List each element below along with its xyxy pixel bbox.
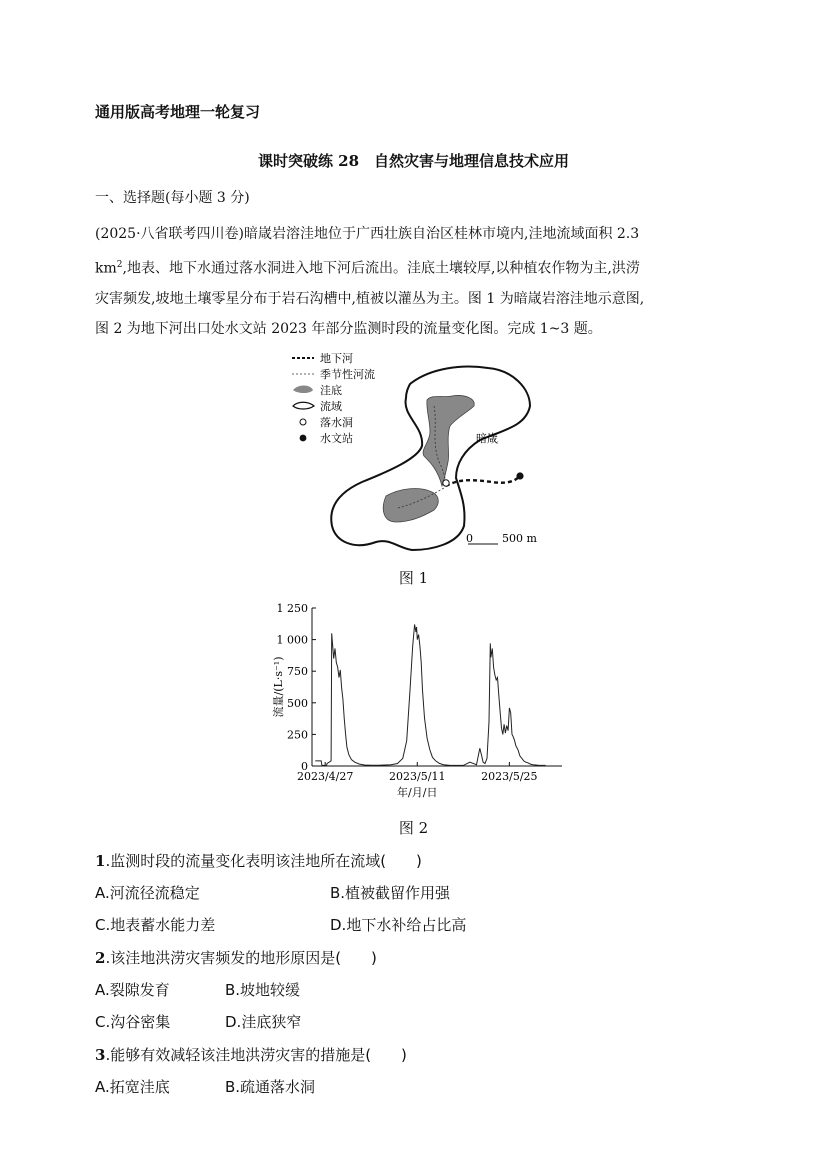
legend-label: 季节性河流 [320,368,375,381]
unit-km: km [95,260,117,277]
y-tick-label: 250 [287,728,308,742]
legend-depression-swatch [293,386,313,394]
legend-label: 落水洞 [320,416,353,429]
hydro-station-marker [516,472,523,479]
question-number: 2 [95,949,106,967]
legend-sinkhole-swatch [300,419,306,425]
series-line-flow [315,624,545,765]
passage [95,219,745,345]
x-tick-label: 2023/4/27 [296,770,354,783]
legend-label: 水文站 [320,432,353,445]
option: B.疏通落水洞 [225,1078,316,1096]
passage-line: 灾害频发,坡地土壤零星分布于岩石沟槽中,植被以灌丛为主。图 1 为暗嵅岩溶洼地示意图, [95,290,645,307]
scale-zero: 0 [466,532,473,545]
question-number: 3 [95,1046,106,1064]
unit-superscript: 2 [116,259,123,270]
option: A.河流径流稳定 [95,884,200,902]
legend-label: 洼底 [320,384,342,397]
question-1-stem [95,850,422,871]
x-tick-label: 2023/5/11 [389,770,446,783]
option: B.植被截留作用强 [330,884,451,902]
sinkhole-marker [443,480,449,486]
y-axis-label: 流量/(L·s⁻¹) [272,656,285,718]
passage-text: ,地表、地下水通过落水洞进入地下河后流出。洼底土壤较厚,以种植农作物为主,洪涝 [122,260,640,277]
lesson-title: 课时突破练 28 自然灾害与地理信息技术应用 [257,152,570,170]
question-text: .监测时段的流量变化表明该洼地所在流域( ) [105,852,422,870]
y-tick-label: 500 [287,696,308,710]
flow-chart [270,598,580,803]
question-text: .能够有效减轻该洼地洪涝灾害的措施是( ) [105,1046,407,1064]
y-tick-label: 0 [301,760,308,773]
passage-line [95,250,745,284]
series-title: 通用版高考地理一轮复习 [95,103,261,121]
passage-line: (2025·八省联考四川卷)暗嵅岩溶洼地位于广西壮族自治区桂林市境内,洼地流域面积 2.3 [95,226,640,242]
option: C.沟谷密集 [95,1013,171,1031]
section-heading: 一、选择题(每小题 3 分) [95,190,250,206]
y-tick-label: 750 [287,665,308,679]
question-2-stem [95,947,377,968]
x-tick-label: 2023/5/25 [481,770,538,783]
y-tick-label: 1 000 [276,633,308,647]
place-label: 暗嵅 [476,432,498,445]
passage-line: 图 2 为地下河出口处水文站 2023 年部分监测时段的流量变化图。完成 1~3 题。 [95,321,602,338]
option: A.裂隙发育 [95,981,170,999]
question-3-stem [95,1044,407,1065]
option: A.拓宽洼底 [95,1078,170,1096]
figure2-caption: 图 2 [398,819,429,837]
option: B.坡地较缓 [225,981,301,999]
option: D.洼底狭窄 [225,1013,302,1031]
option: D.地下水补给占比高 [330,916,467,934]
y-tick-label: 1 250 [276,602,308,615]
question-number: 1 [95,852,106,870]
legend-label: 地下河 [320,352,353,365]
option: C.地表蓄水能力差 [95,916,216,934]
legend-station-swatch [300,435,307,442]
karst-depression-map [280,346,560,556]
scale-label: 500 m [502,532,537,545]
legend-watershed-swatch [293,402,314,409]
question-text: .该洼地洪涝灾害频发的地形原因是( ) [105,949,377,967]
legend-label: 流域 [320,400,342,413]
figure1-caption: 图 1 [398,569,429,587]
x-axis-label: 年/月/日 [397,786,438,799]
